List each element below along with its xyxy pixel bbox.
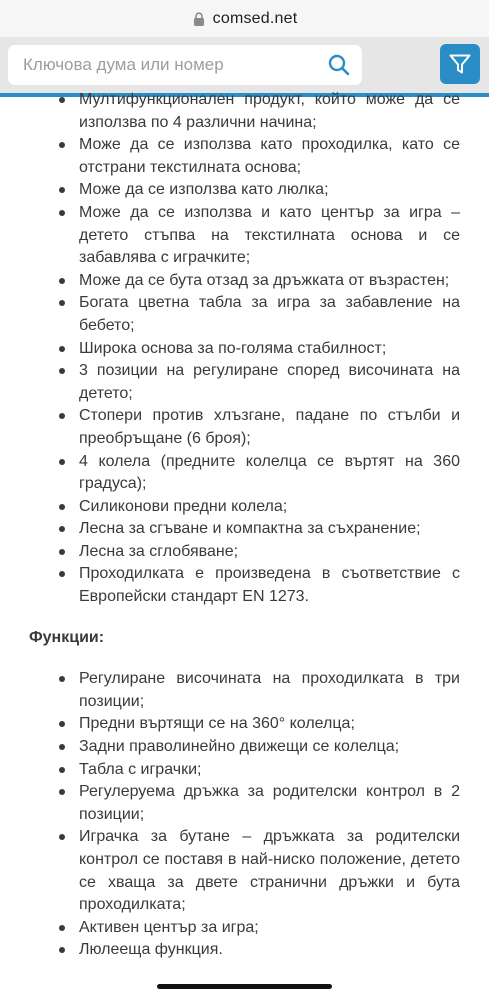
list-item: Може да се използва като проходилка, като се отстрани текстилната основа;: [0, 134, 489, 179]
list-item: Богата цветна табла за игра за забавление на бебето;: [0, 292, 489, 337]
list-item: Регулиране височината на проходилката в три позиции;: [0, 668, 489, 713]
product-description: [0, 89, 489, 962]
list-item: Силиконови предни колела;: [0, 496, 489, 519]
list-item: Стопери против хлъзгане, падане по стълби и преобръщане (6 броя);: [0, 405, 489, 450]
list-item: Табла с играчки;: [0, 759, 489, 782]
list-item: Лесна за сглобяване;: [0, 541, 489, 564]
list-item: Люлееща функция.: [0, 939, 489, 962]
functions-list: [0, 668, 489, 962]
filter-icon: [448, 52, 472, 76]
list-item: Играчка за бутане – дръжката за родителски контрол се поставя в най-ниско положение, детето се хваща за двете странични дръжки и бута проходилката;: [0, 826, 489, 916]
browser-address-bar[interactable]: [0, 0, 489, 37]
list-item: Лесна за сгъване и компактна за съхранение;: [0, 518, 489, 541]
features-list: [0, 89, 489, 609]
list-item: Регулеруема дръжка за родителски контрол в 2 позиции;: [0, 781, 489, 826]
list-item: Може да се бута отзад за дръжката от възрастен;: [0, 270, 489, 293]
home-indicator[interactable]: [157, 984, 332, 989]
list-item: Широка основа за по-голяма стабилност;: [0, 338, 489, 361]
search-input[interactable]: [8, 46, 323, 84]
list-item: 4 колела (предните колелца се въртят на 360 градуса);: [0, 451, 489, 496]
list-item: Може да се използва като люлка;: [0, 179, 489, 202]
lock-icon: [192, 12, 206, 26]
list-item: Може да се използва и като център за игра – детето стъпва на текстилната основа и се забавлява с играчките;: [0, 202, 489, 270]
functions-heading: Функции:: [29, 628, 105, 646]
list-item: Активен център за игра;: [0, 917, 489, 940]
search-toolbar: [0, 37, 489, 97]
search-box: [8, 45, 362, 85]
list-item: 3 позиции на регулиране според височината на детето;: [0, 360, 489, 405]
list-item: Предни въртящи се на 360° колелца;: [0, 713, 489, 736]
url-domain: comsed.net: [212, 9, 298, 27]
search-icon[interactable]: [328, 54, 350, 76]
list-item: Задни праволинейно движещи се колелца;: [0, 736, 489, 759]
list-item: Проходилката е произведена в съответствие с Европейски стандарт EN 1273.: [0, 563, 489, 608]
list-item: Мултифункционален продукт, който може да се използва по 4 различни начина;: [0, 89, 489, 134]
filter-button[interactable]: [440, 44, 480, 84]
